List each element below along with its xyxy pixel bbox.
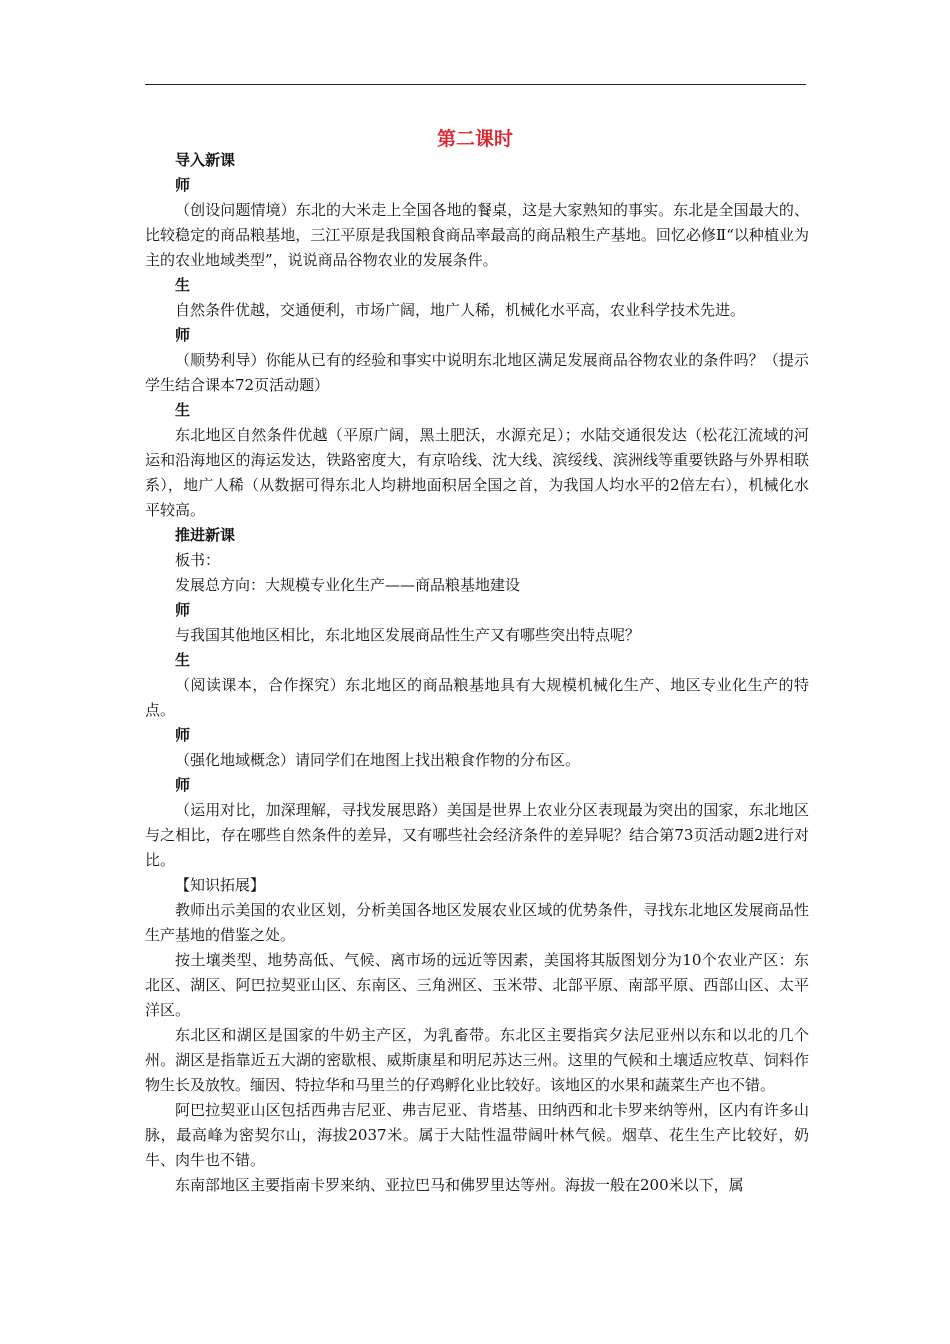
section-heading: 师 [175,326,191,344]
section-heading: 导入新课 [175,151,236,169]
section-heading: 生 [175,276,191,294]
section-heading: 师 [175,601,191,619]
body-paragraph: 东北区和湖区是国家的牛奶主产区，为乳畜带。东北区主要指宾夕法尼亚州以东和以北的几个州。湖区是指靠近五大湖的密歇根、威斯康星和明尼苏达三州。这里的气候和土壤适应牧草、饲料作物生长及放牧。缅因、特拉华和马里兰的仔鸡孵化业比较好。该地区的水果和蔬菜生产也不错。 [145,1026,809,1094]
body-paragraph: 教师出示美国的农业区划，分析美国各地区发展农业区域的优势条件，寻找东北地区发展商品性生产基地的借鉴之处。 [145,901,809,944]
body-paragraph: 东北地区自然条件优越（平原广阔，黑土肥沃，水源充足）；水陆交通很发达（松花江流域的河运和沿海地区的海运发达，铁路密度大，有京哈线、沈大线、滨绥线、滨洲线等重要铁路与外界相联系），地广人稀（从数据可得东北人均耕地面积居全国之首，为我国人均水平的2倍左右），机械化水平较高。 [145,426,809,519]
body-paragraph: 与我国其他地区相比，东北地区发展商品性生产又有哪些突出特点呢？ [175,626,641,644]
section-heading: 师 [175,726,191,744]
document-body [145,148,809,1198]
section-heading: 师 [175,776,191,794]
body-paragraph: （创设问题情境）东北的大米走上全国各地的餐桌，这是大家熟知的事实。东北是全国最大的、比较稳定的商品粮基地，三江平原是我国粮食商品率最高的商品粮生产基地。回忆必修Ⅱ“以种植业为主的农业地域类型”，说说商品谷物农业的发展条件。 [145,201,809,269]
section-heading: 师 [175,176,191,194]
header-rule [145,84,806,85]
body-paragraph: 发展总方向：大规模专业化生产——商品粮基地建设 [175,576,521,594]
body-paragraph: 东南部地区主要指南卡罗来纳、亚拉巴马和佛罗里达等州。海拔一般在200米以下，属 [175,1176,744,1194]
body-paragraph: （顺势利导）你能从已有的经验和事实中说明东北地区满足发展商品谷物农业的条件吗？（提示学生结合课本72页活动题） [145,351,809,394]
body-paragraph: （强化地域概念）请同学们在地图上找出粮食作物的分布区。 [175,751,581,769]
section-heading: 生 [175,401,191,419]
body-paragraph: 板书： [175,551,221,569]
section-label: 【知识拓展】 [175,876,266,894]
body-paragraph: 阿巴拉契亚山区包括西弗吉尼亚、弗吉尼亚、肯塔基、田纳西和北卡罗来纳等州，区内有许多山脉，最高峰为密契尔山，海拔2037米。属于大陆性温带阔叶林气候。烟草、花生生产比较好，奶牛、肉牛也不错。 [145,1101,809,1169]
body-paragraph: （阅读课本，合作探究）东北地区的商品粮基地具有大规模机械化生产、地区专业化生产的特点。 [145,676,809,719]
body-paragraph: 自然条件优越，交通便利，市场广阔，地广人稀，机械化水平高，农业科学技术先进。 [175,301,746,319]
section-heading: 生 [175,651,191,669]
body-paragraph: 按土壤类型、地势高低、气候、离市场的远近等因素，美国将其版图划分为10个农业产区：东北区、湖区、阿巴拉契亚山区、东南区、三角洲区、玉米带、北部平原、南部平原、西部山区、太平洋区。 [145,951,809,1019]
section-heading: 推进新课 [175,526,236,544]
body-paragraph: （运用对比，加深理解，寻找发展思路）美国是世界上农业分区表现最为突出的国家，东北地区与之相比，存在哪些自然条件的差异，又有哪些社会经济条件的差异呢？结合第73页活动题2进行对比。 [145,801,809,869]
page-title: 第二课时 [436,128,513,150]
